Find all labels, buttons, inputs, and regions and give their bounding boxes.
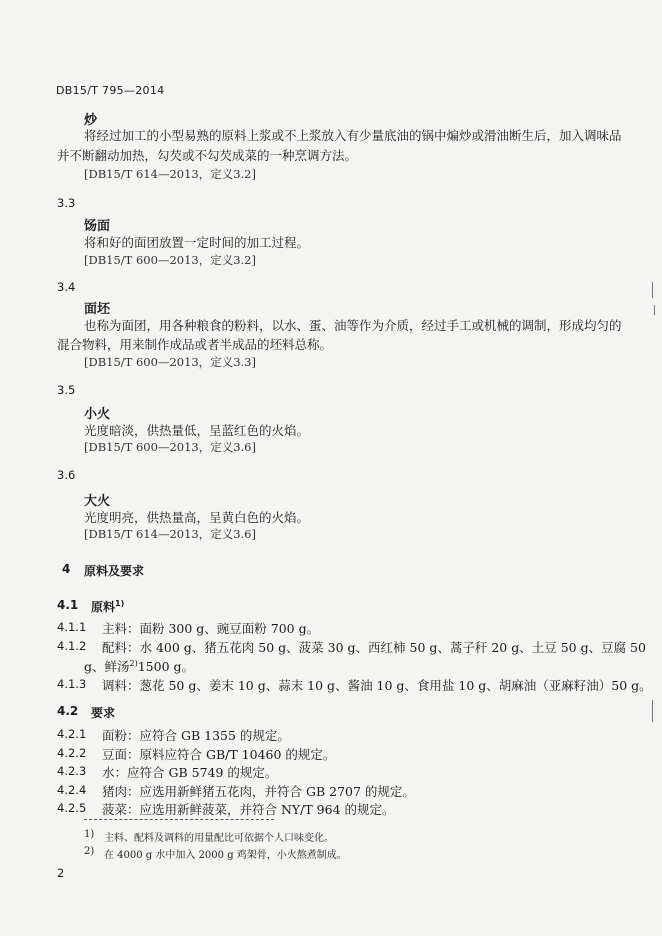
section-number: 4.1 [57,598,79,612]
clause-number: 4.1.1 [57,620,87,634]
section-number: 3.6 [57,468,76,482]
scan-mark [654,305,655,315]
reference: [DB15/T 600—2013，定义3.2] [84,253,256,267]
reference: [DB15/T 600—2013，定义3.3] [84,355,256,369]
scan-mark [652,282,653,298]
page-number: 2 [57,866,65,880]
section-number: 3.3 [57,196,76,210]
clause-text: 配料：水 400 g、猪五花肉 50 g、菠菜 30 g、西红柿 50 g、蒿子秆 20 g、土豆 50 g、豆腐 50 [102,640,646,655]
clause-text: 主料：面粉 300 g、豌豆面粉 700 g。 [102,621,320,636]
section-number: 3.4 [57,280,76,294]
section-title: 要求 [91,706,116,720]
definition-line: 光度暗淡，供热量低，呈蓝红色的火焰。 [84,423,310,438]
scan-mark [652,700,653,722]
section-title: 原料$^{1)}$ [91,599,125,614]
clause-text: 面粉：应符合 GB 1355 的规定。 [102,728,290,743]
clause-number: 4.1.2 [57,639,87,653]
definition-line: 光度明亮，供热量高，呈黄白色的火焰。 [84,510,310,525]
reference: [DB15/T 614—2013，定义3.2] [84,167,256,181]
clause-number: 4.2.4 [57,783,87,797]
reference: [DB15/T 600—2013，定义3.6] [84,440,256,454]
term-chao: 炒 [84,113,98,128]
reference: [DB15/T 614—2013，定义3.6] [84,527,256,541]
definition-line: 混合物料，用来制作成品或者半成品的坯料总称。 [57,337,333,352]
footnote-mark: 2) [129,658,138,668]
section-number: 3.5 [57,383,76,397]
clause-text: 豆面：原料应符合 GB/T 10460 的规定。 [102,747,336,762]
document-header: DB15/T 795—2014 [56,84,165,97]
section-number: 4.2 [57,704,79,718]
clause-number: 4.1.3 [57,677,87,691]
chapter-number: 4 [62,562,71,576]
clause-text: 水：应符合 GB 5749 的规定。 [102,765,278,780]
definition-line: 并不断翻动加热，勾芡或不勾芡成菜的一种烹调方法。 [57,148,358,163]
clause-number: 4.2.3 [57,764,87,778]
footnote-text: 在 4000 g 水中加入 2000 g 鸡架骨，小火熬煮制成。 [104,850,347,861]
clause-text: 调料：葱花 50 g、姜末 10 g、蒜末 10 g、酱油 10 g、食用盐 10 g、胡麻油（亚麻籽油）50 g。 [102,678,652,693]
chapter-title: 原料及要求 [84,564,145,578]
clause-text: 菠菜：应选用新鲜菠菜，并符合 NY/T 964 的规定。 [102,802,395,817]
definition-line: 也称为面团，用各种粮食的粉料，以水、蛋、油等作为介质，经过手工或机械的调制，形成均匀的 [84,318,622,333]
clause-text: 猪肉：应选用新鲜猪五花肉，并符合 GB 2707 的规定。 [102,784,415,799]
definition-line: 将经过加工的小型易熟的原料上浆或不上浆放入有少量底油的锅中煸炒或滑油断生后，加入调味品 [84,128,622,143]
clause-text-continuation: g、鲜汤$^{2)}$1500 g。 [84,658,195,674]
term-xiaohuo: 小火 [84,407,111,422]
footnote-separator [84,819,274,820]
term-dahuo: 大火 [84,494,111,509]
definition-line: 将和好的面团放置一定时间的加工过程。 [84,235,310,250]
footnote-mark: 1) [115,599,125,608]
term-mianpi: 面坯 [84,302,111,317]
footnote-text: 主料、配料及调料的用量配比可依据个人口味变化。 [104,833,334,844]
clause-number: 4.2.1 [57,727,87,741]
footnote-mark: 2) [84,846,95,857]
footnote-mark: 1) [84,829,95,840]
clause-number: 4.2.5 [57,801,87,815]
clause-number: 4.2.2 [57,746,87,760]
term-xingmian: 饧面 [84,219,111,234]
